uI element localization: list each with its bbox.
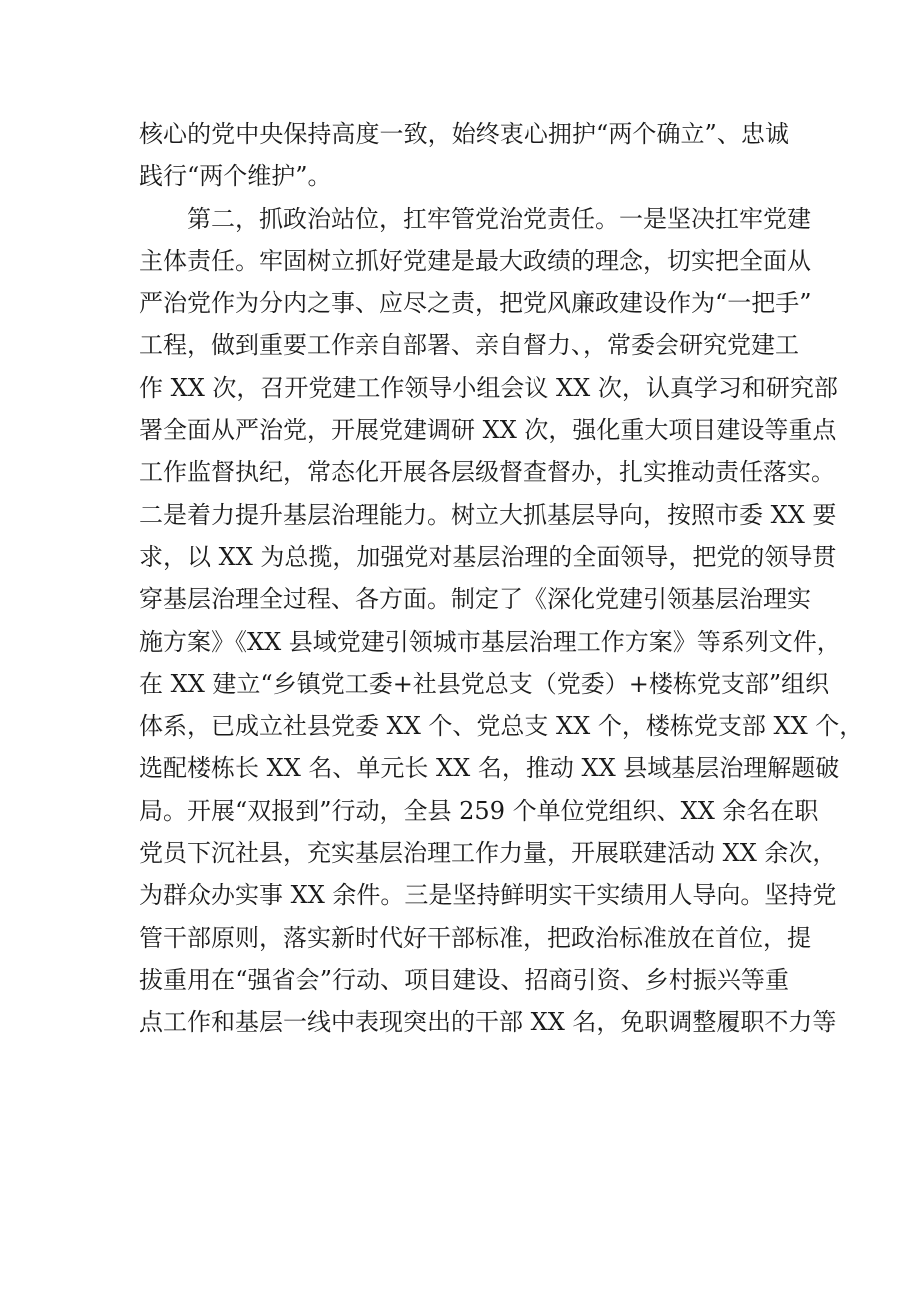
text-line: 主体责任。牢固树立抓好党建是最大政绩的理念，切实把全面从: [139, 246, 811, 275]
text-line: 为群众办实事 XX 余件。三是坚持鲜明实干实绩用人导向。坚持党: [139, 881, 837, 910]
body-text: [139, 113, 864, 1044]
text-line: 体系，已成立社县党委 XX 个、党总支 XX 个，楼栋党支部 XX 个，: [139, 712, 864, 741]
text-line: 施方案》《XX 县域党建引领城市基层治理工作方案》等系列文件，: [139, 627, 841, 656]
text-line: 严治党作为分内之事、应尽之责，把党风廉政建设作为“一把手”: [139, 289, 812, 318]
text-line: 作 XX 次，召开党建工作领导小组会议 XX 次，认真学习和研究部: [139, 373, 838, 402]
text-line: 工作监督执纪，常态化开展各层级督查督办，扎实推动责任落实。: [139, 458, 835, 487]
text-line: 局。开展“双报到”行动，全县 259 个单位党组织、XX 余名在职: [139, 796, 819, 825]
text-line: 在 XX 建立“乡镇党工委+社县党总支（党委）+楼栋党支部”组织: [139, 669, 830, 698]
text-line: 求，以 XX 为总揽，加强党对基层治理的全面领导，把党的领导贯: [139, 542, 837, 571]
text-line: 拔重用在“强省会”行动、项目建设、招商引资、乡村振兴等重: [139, 965, 789, 994]
text-line: 选配楼栋长 XX 名、单元长 XX 名，推动 XX 县域基层治理解题破: [139, 754, 840, 783]
text-line: 核心的党中央保持高度一致，始终衷心拥护“两个确立”、忠诚: [139, 120, 789, 148]
text-line: 穿基层治理全过程、各方面。制定了《深化党建引领基层治理实: [139, 585, 811, 614]
text-line: 二是着力提升基层治理能力。树立大抓基层导向，按照市委 XX 要: [139, 500, 837, 529]
text-line: 践行“两个维护”。: [139, 162, 332, 191]
text-line: 管干部原则，落实新时代好干部标准，把政治标准放在首位，提: [139, 923, 811, 952]
text-line: 点工作和基层一线中表现突出的干部 XX 名，免职调整履职不力等: [139, 1008, 837, 1037]
paragraph-first-line: 第二，抓政治站位，扛牢管党治党责任。一是坚决扛牢党建: [187, 204, 811, 233]
text-line: 党员下沉社县，充实基层治理工作力量，开展联建活动 XX 余次，: [139, 839, 837, 868]
text-line: 署全面从严治党，开展党建调研 XX 次，强化重大项目建设等重点: [139, 416, 837, 445]
text-line: 工程，做到重要工作亲自部署、亲自督力、，常委会研究党建工: [139, 331, 799, 360]
